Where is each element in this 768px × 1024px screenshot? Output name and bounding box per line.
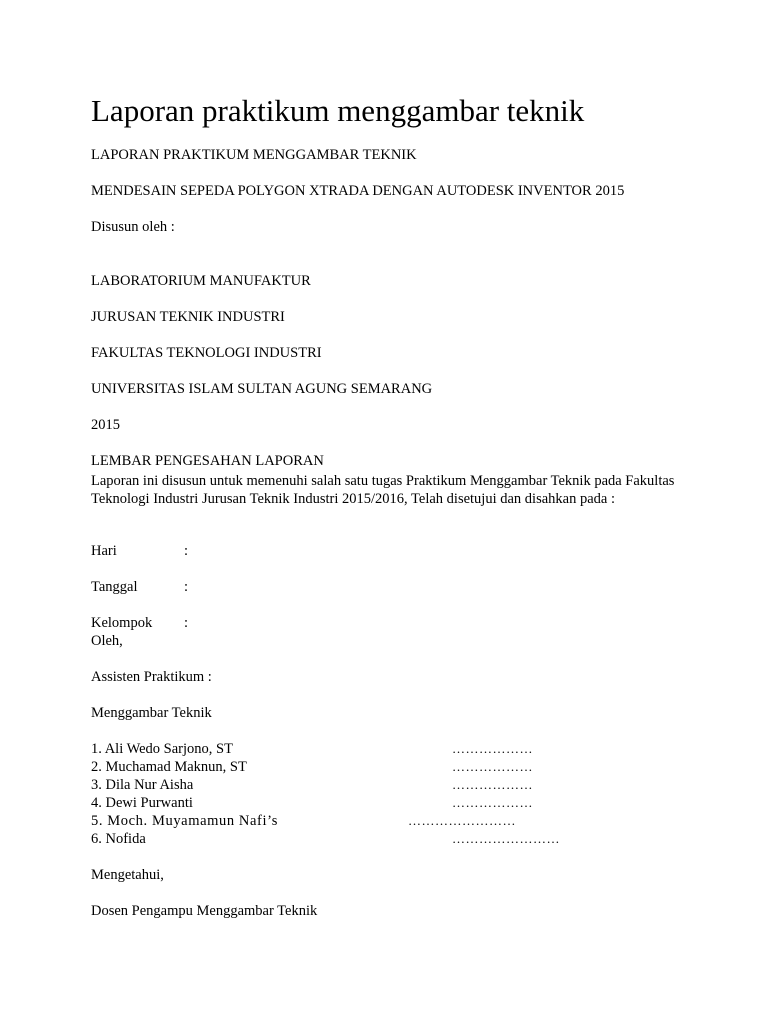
assistant-name-1: 1. Ali Wedo Sarjono, ST (91, 741, 233, 757)
institution-faculty: FAKULTAS TEKNOLOGI INDUSTRI (91, 345, 322, 361)
field-colon-tanggal: : (184, 579, 189, 595)
report-heading: LAPORAN PRAKTIKUM MENGGAMBAR TEKNIK (91, 147, 417, 163)
lecturer-label: Dosen Pengampu Menggambar Teknik (91, 903, 318, 919)
institution-university: UNIVERSITAS ISLAM SULTAN AGUNG SEMARANG (91, 381, 433, 397)
approval-paragraph: Laporan ini disusun untuk memenuhi salah satu tugas Praktikum Menggambar Teknik pada Fakultas Teknologi Industri Jurusan Teknik Industri 2015/2016, Telah disetujui dan disahkan pada : (91, 473, 675, 507)
course-label: Menggambar Teknik (91, 705, 212, 721)
assistant-name-4: 4. Dewi Purwanti (91, 795, 193, 811)
field-label-hari: Hari (91, 543, 117, 559)
approval-heading: LEMBAR PENGESAHAN LAPORAN (91, 453, 324, 469)
field-colon-kelompok: : (184, 615, 189, 631)
signature-line-3: ……………… (452, 777, 533, 792)
acknowledged-label: Mengetahui, (91, 867, 164, 883)
signature-line-4: ……………… (452, 795, 533, 810)
report-subheading: MENDESAIN SEPEDA POLYGON XTRADA DENGAN AUTODESK INVENTOR 2015 (91, 183, 625, 199)
document-title: Laporan praktikum menggambar teknik (91, 93, 585, 128)
field-label-kelompok: Kelompok (91, 615, 153, 631)
signature-line-2: ……………… (452, 759, 533, 774)
signature-line-5: …………………… (408, 813, 516, 828)
institution-lab: LABORATORIUM MANUFAKTUR (91, 273, 311, 289)
assistant-name-2: 2. Muchamad Maknun, ST (91, 759, 247, 775)
field-colon-hari: : (184, 543, 189, 559)
assistant-label: Assisten Praktikum : (91, 669, 212, 685)
signature-line-1: ……………… (452, 741, 533, 756)
signature-line-6: …………………… (452, 831, 560, 846)
assistant-name-3: 3. Dila Nur Aisha (91, 777, 194, 793)
assistant-name-5: 5. Moch. Muyamamun Nafi’s (91, 813, 278, 829)
field-label-tanggal: Tanggal (91, 579, 138, 595)
institution-department: JURUSAN TEKNIK INDUSTRI (91, 309, 285, 325)
report-year: 2015 (91, 417, 120, 433)
prepared-by-label: Disusun oleh : (91, 219, 175, 235)
assistant-name-6: 6. Nofida (91, 831, 146, 847)
by-label: Oleh, (91, 633, 123, 649)
